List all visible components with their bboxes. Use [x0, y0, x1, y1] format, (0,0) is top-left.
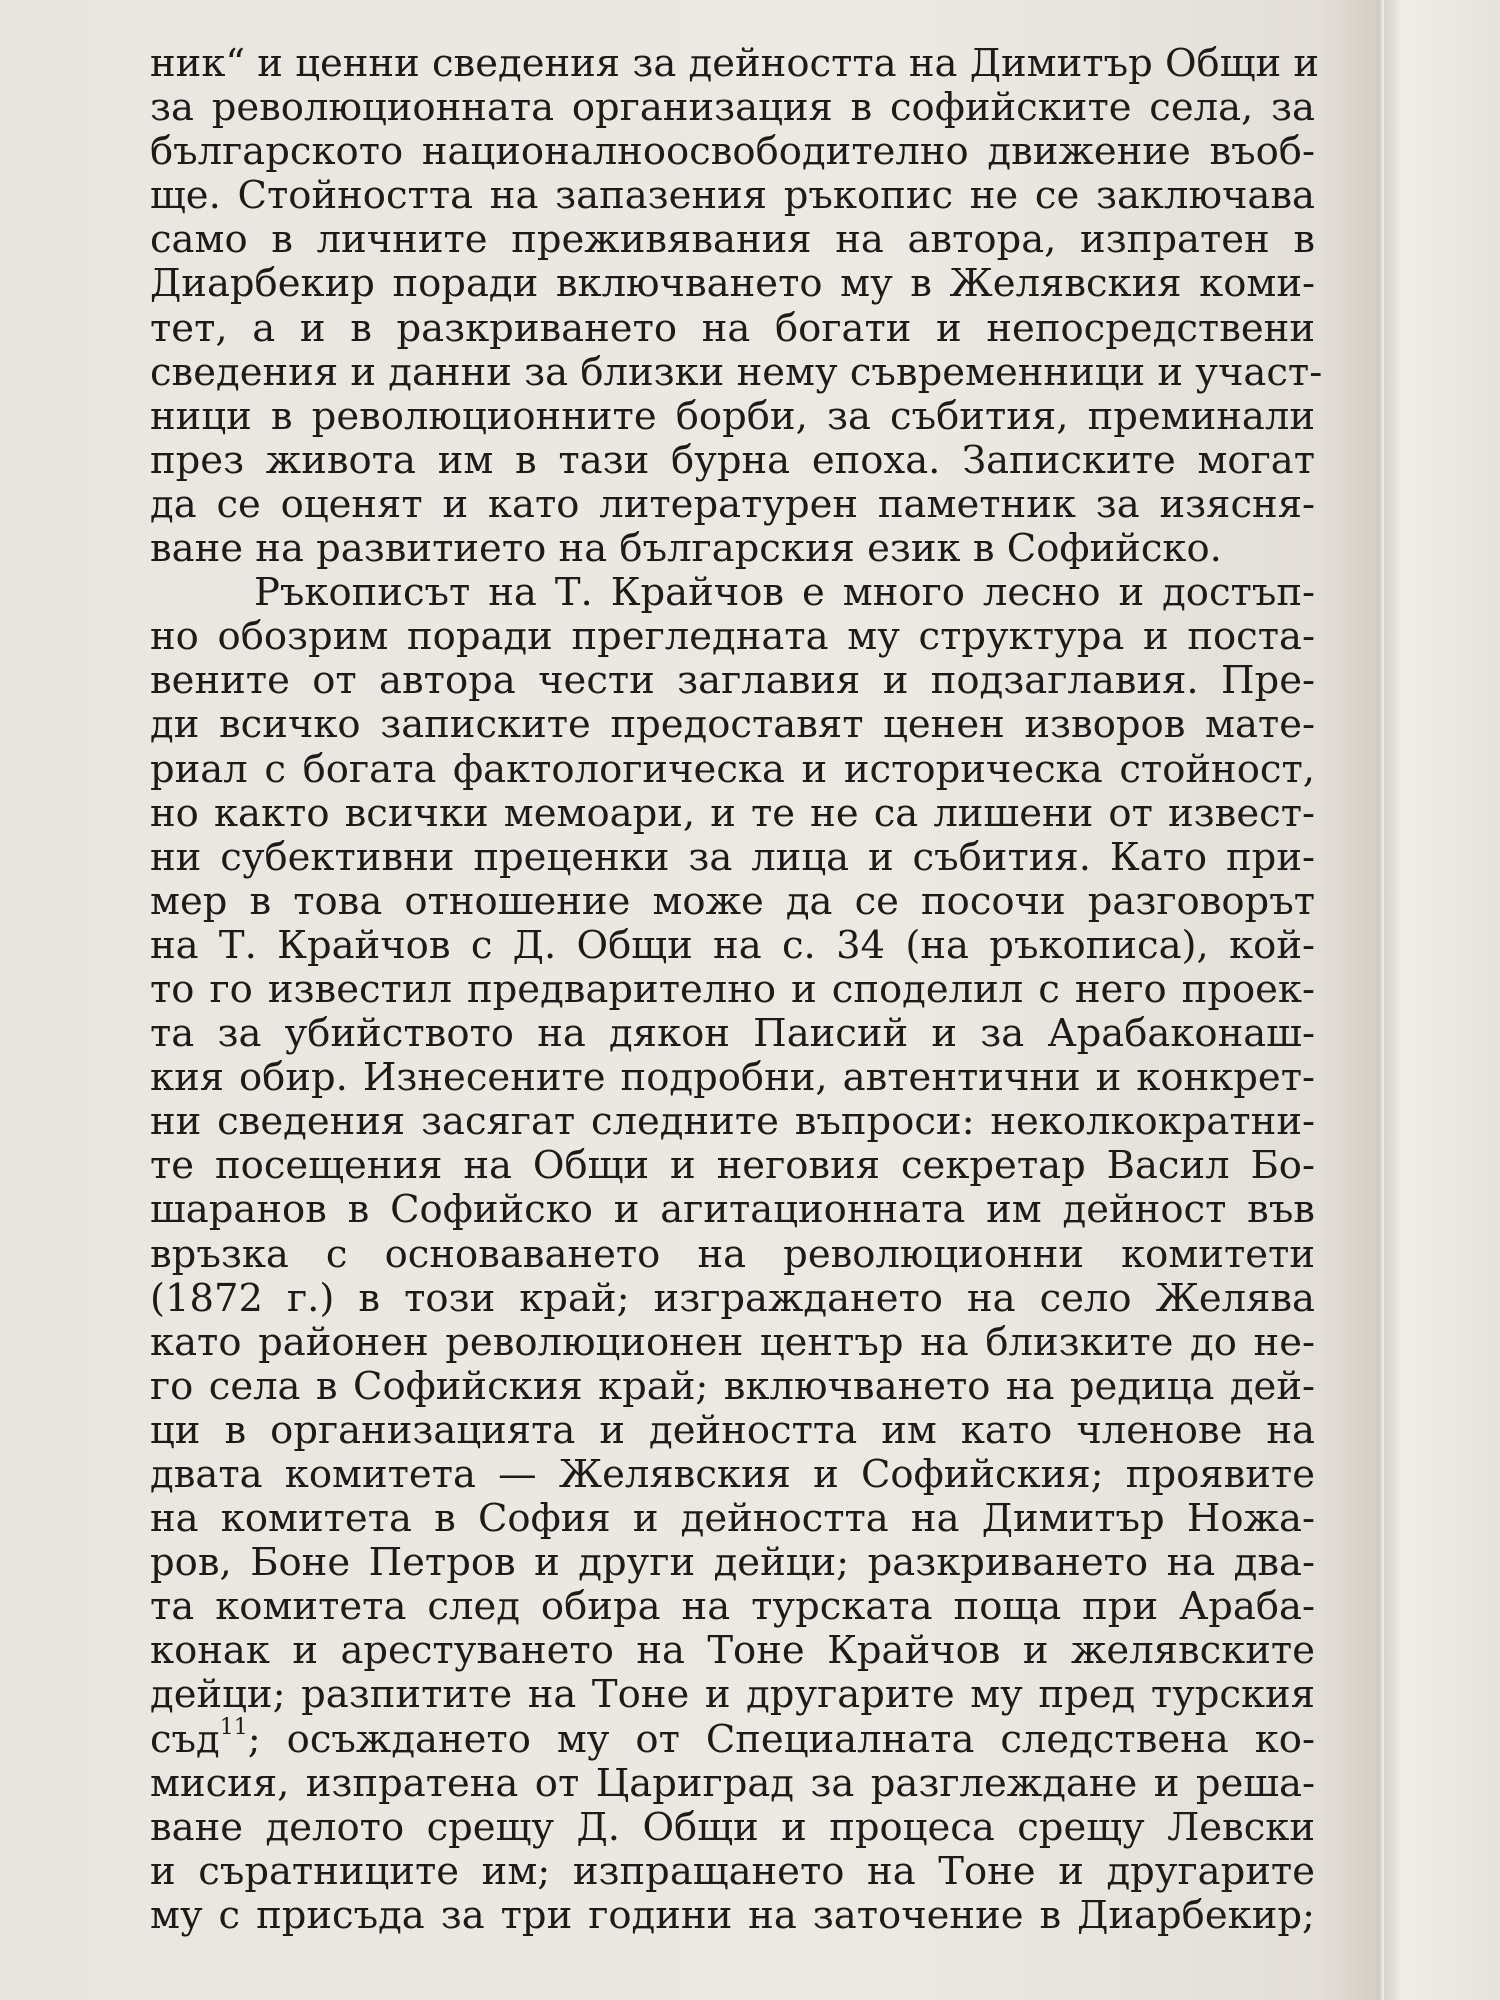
- text-line: тет, а и в разкриването на богати и непосредствени: [150, 305, 1315, 351]
- text-line: мер в това отношение може да се посочи разговорът: [150, 878, 1315, 924]
- text-line: те посещения на Общи и неговия секретар Васил Бо-: [150, 1143, 1315, 1189]
- text-line: да се оценят и като литературен паметник за изясня-: [150, 481, 1315, 527]
- text-line: на комитета в София и дейността на Димитър Ножа-: [150, 1496, 1315, 1542]
- text-line: дейци; разпитите на Тоне и другарите му пред турския: [150, 1672, 1315, 1718]
- text-line: му с присъда за три години на заточение в Диарбекир;: [150, 1892, 1315, 1938]
- footnote-line-after: ; осъждането му от Специалната следствена ко-: [247, 1716, 1315, 1762]
- text-line: та комитета след обира на турската поща при Араба-: [150, 1584, 1315, 1630]
- text-line: то го известил предварително и споделил с него проек-: [150, 966, 1315, 1012]
- footnote-line-before: съд: [150, 1716, 220, 1762]
- text-line: риал с богата фактологическа и историческа стойност,: [150, 746, 1315, 792]
- text-line: ни сведения засягат следните въпроси: неколкократни-: [150, 1099, 1315, 1145]
- text-line: ване делото срещу Д. Общи и процеса срещу Левски: [150, 1804, 1315, 1850]
- text-line: мисия, изпратена от Цариград за разглеждане и реша-: [150, 1760, 1315, 1806]
- text-line: на Т. Крайчов с Д. Общи на с. 34 (на ръкописа), кой-: [150, 922, 1315, 968]
- text-line: за революционната организация в софийските села, за: [150, 85, 1315, 131]
- text-line: Диарбекир поради включването му в Желявския коми-: [150, 261, 1315, 307]
- text-line: двата комитета — Желявския и Софийския; проявите: [150, 1452, 1315, 1497]
- text-line: та за убийството на дякон Паисий и за Арабаконаш-: [150, 1011, 1315, 1057]
- footnote-text-line: [150, 1714, 1315, 1762]
- text-line: ник“ и ценни сведения за дейността на Димитър Общи и: [150, 41, 1320, 86]
- paragraph-2: [150, 571, 1315, 1938]
- text-line: (1872 г.) в този край; изграждането на село Желява: [150, 1275, 1315, 1321]
- text-line: конак и арестуването на Тоне Крайчов и желявските: [150, 1628, 1315, 1674]
- body-text: [150, 41, 1323, 1938]
- text-line: шаранов в Софийско и агитационната им дейност във: [150, 1187, 1315, 1233]
- text-line: връзка с основаването на революционни комитети: [150, 1231, 1315, 1277]
- text-line: ници в революционните борби, за събития, преминали: [150, 393, 1315, 439]
- text-line: го села в Софийския край; включването на редица дей-: [150, 1363, 1315, 1409]
- text-line: ди всичко записките предоставят ценен изворов мате-: [150, 702, 1315, 748]
- footnote-reference[interactable]: 11: [219, 1714, 248, 1740]
- text-line: и съратниците им; изпращането на Тоне и другарите: [150, 1848, 1315, 1894]
- text-line: кия обир. Изнесените подробни, автентични и конкрет-: [150, 1055, 1315, 1101]
- text-line: но както всички мемоари, и те не са лишени от извест-: [150, 790, 1315, 836]
- page-gutter: [1378, 0, 1384, 2000]
- text-line: ров, Боне Петров и други дейци; разкриването на два-: [150, 1540, 1315, 1586]
- text-line: сведения и данни за близки нему съвременници и участ-: [150, 349, 1323, 395]
- text-line: ци в организацията и дейността им като членове на: [150, 1407, 1315, 1453]
- text-line: българското националноосвободително движение въоб-: [150, 129, 1315, 175]
- text-line: Ръкописът на Т. Крайчов е много лесно и достъп-: [254, 570, 1315, 616]
- text-line: като районен революционен център на близките до не-: [150, 1319, 1315, 1365]
- text-line: ни субективни преценки за лица и събития. Като при-: [150, 834, 1315, 880]
- text-line: но обозрим поради прегледната му структура и поста-: [150, 614, 1315, 660]
- text-line: само в личните преживявания на автора, изпратен в: [150, 217, 1315, 263]
- text-line: през живота им в тази бурна епоха. Записките могат: [150, 437, 1315, 483]
- text-line: ване на развитието на българския език в Софийско.: [150, 526, 1222, 572]
- text-line: вените от автора чести заглавия и подзаглавия. Пре-: [150, 658, 1315, 704]
- text-line: ще. Стойността на запазения ръкопис не се заключава: [150, 173, 1315, 219]
- paragraph-1: [150, 41, 1323, 572]
